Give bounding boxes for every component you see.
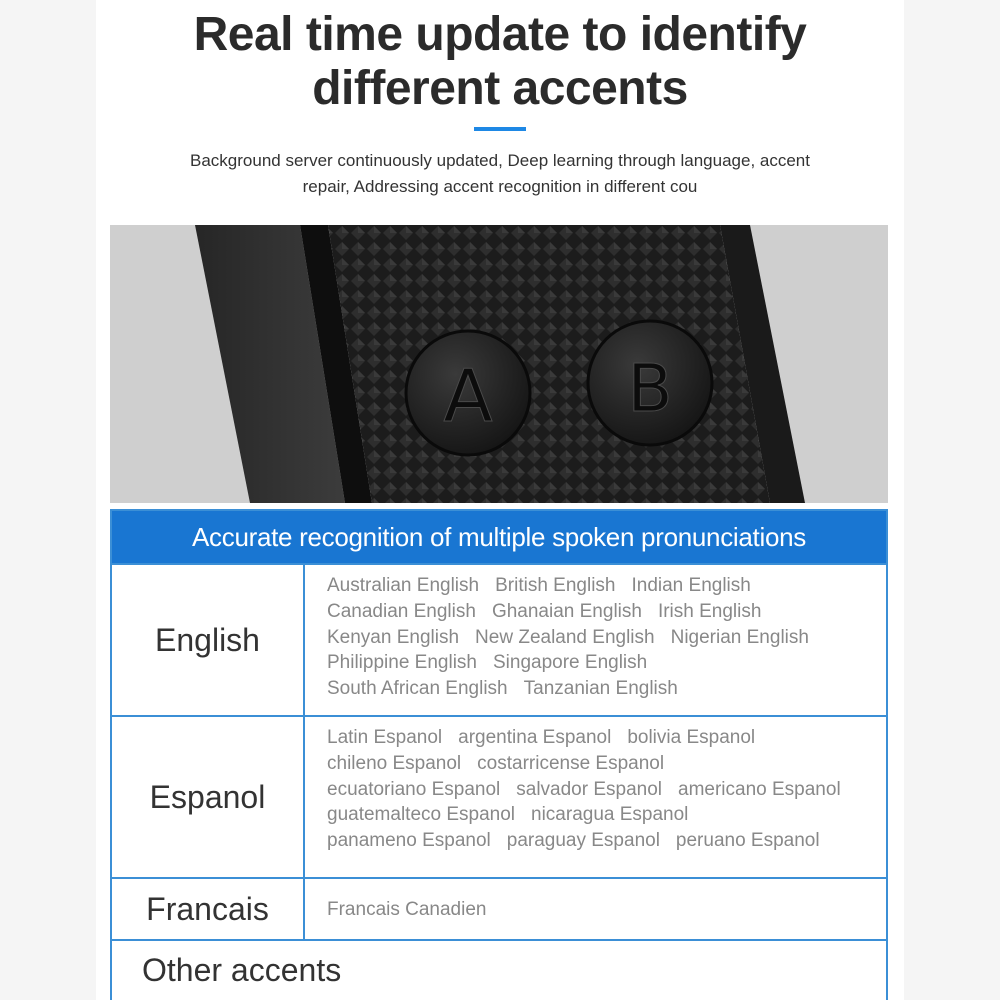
subtitle-line-1: Background server continuously updated, Deep learning through language, accent [190,151,810,170]
device-illustration [110,225,888,503]
variant-line [327,828,886,854]
language-label-other: Other accents [142,952,342,988]
accent-variant: paraguay Espanol [506,830,660,852]
row-other-accents [112,939,886,1000]
accent-table [110,509,888,1000]
accent-variant: Singapore English [493,652,648,674]
accent-variant: Francais Canadien [327,899,487,920]
button-a-label: A [443,354,493,438]
accent-variant: Ghanaian English [491,600,642,622]
row-espanol [112,715,886,877]
variant-line [327,650,886,676]
variant-line [327,573,886,599]
row-francais [112,877,886,939]
variant-line [327,725,886,751]
accent-variant: British English [495,575,616,596]
accent-variant: nicaragua Espanol [531,804,689,826]
accent-variant: Nigerian English [670,626,809,648]
device-photo [110,225,888,503]
row-english [112,563,886,715]
accent-variant: Latin Espanol [327,727,443,748]
page-title [96,8,904,116]
accent-variant: Irish English [657,600,762,622]
francais-variants [305,879,886,939]
variant-line [327,897,886,923]
accent-variant: Australian English [327,575,480,596]
variant-line [327,625,886,651]
accent-variant: chileno Espanol [327,752,462,774]
table-heading: Accurate recognition of multiple spoken pronunciations [112,511,886,563]
language-label-francais: Francais [112,879,305,939]
variant-line [327,777,886,803]
subtitle-line-2: repair, Addressing accent recognition in different cou [302,177,698,196]
variant-line [327,599,886,625]
title-underline [474,127,526,131]
language-label-espanol: Espanol [112,717,305,877]
variant-line [327,802,886,828]
accent-variant: peruano Espanol [675,830,820,852]
page-subtitle [136,148,864,200]
right-margin [904,0,1000,1000]
accent-variant: Tanzanian English [523,678,678,700]
language-label-english: English [112,565,305,715]
left-margin [0,0,96,1000]
title-line-1: Real time update to identify [193,8,807,61]
accent-variant: argentina Espanol [458,727,612,748]
accent-variant: guatemalteco Espanol [327,804,516,826]
espanol-variants [305,717,886,877]
button-b-label: B [627,350,673,427]
accent-variant: Canadian English [327,600,476,622]
accent-variant: Philippine English [327,652,477,674]
title-line-2: different accents [312,62,688,115]
accent-variant: South African English [327,678,508,700]
product-page [96,0,904,1000]
variant-line [327,676,886,702]
english-variants [305,565,886,715]
accent-variant: costarricense Espanol [477,752,665,774]
accent-variant: panameno Espanol [327,830,491,852]
variant-line [327,751,886,777]
accent-variant: Kenyan English [327,626,460,648]
accent-variant: bolivia Espanol [627,727,756,748]
accent-variant: salvador Espanol [516,778,663,800]
accent-variant: americano Espanol [678,778,841,800]
accent-variant: ecuatoriano Espanol [327,778,501,800]
accent-variant: Indian English [631,575,751,596]
accent-variant: New Zealand English [475,626,655,648]
